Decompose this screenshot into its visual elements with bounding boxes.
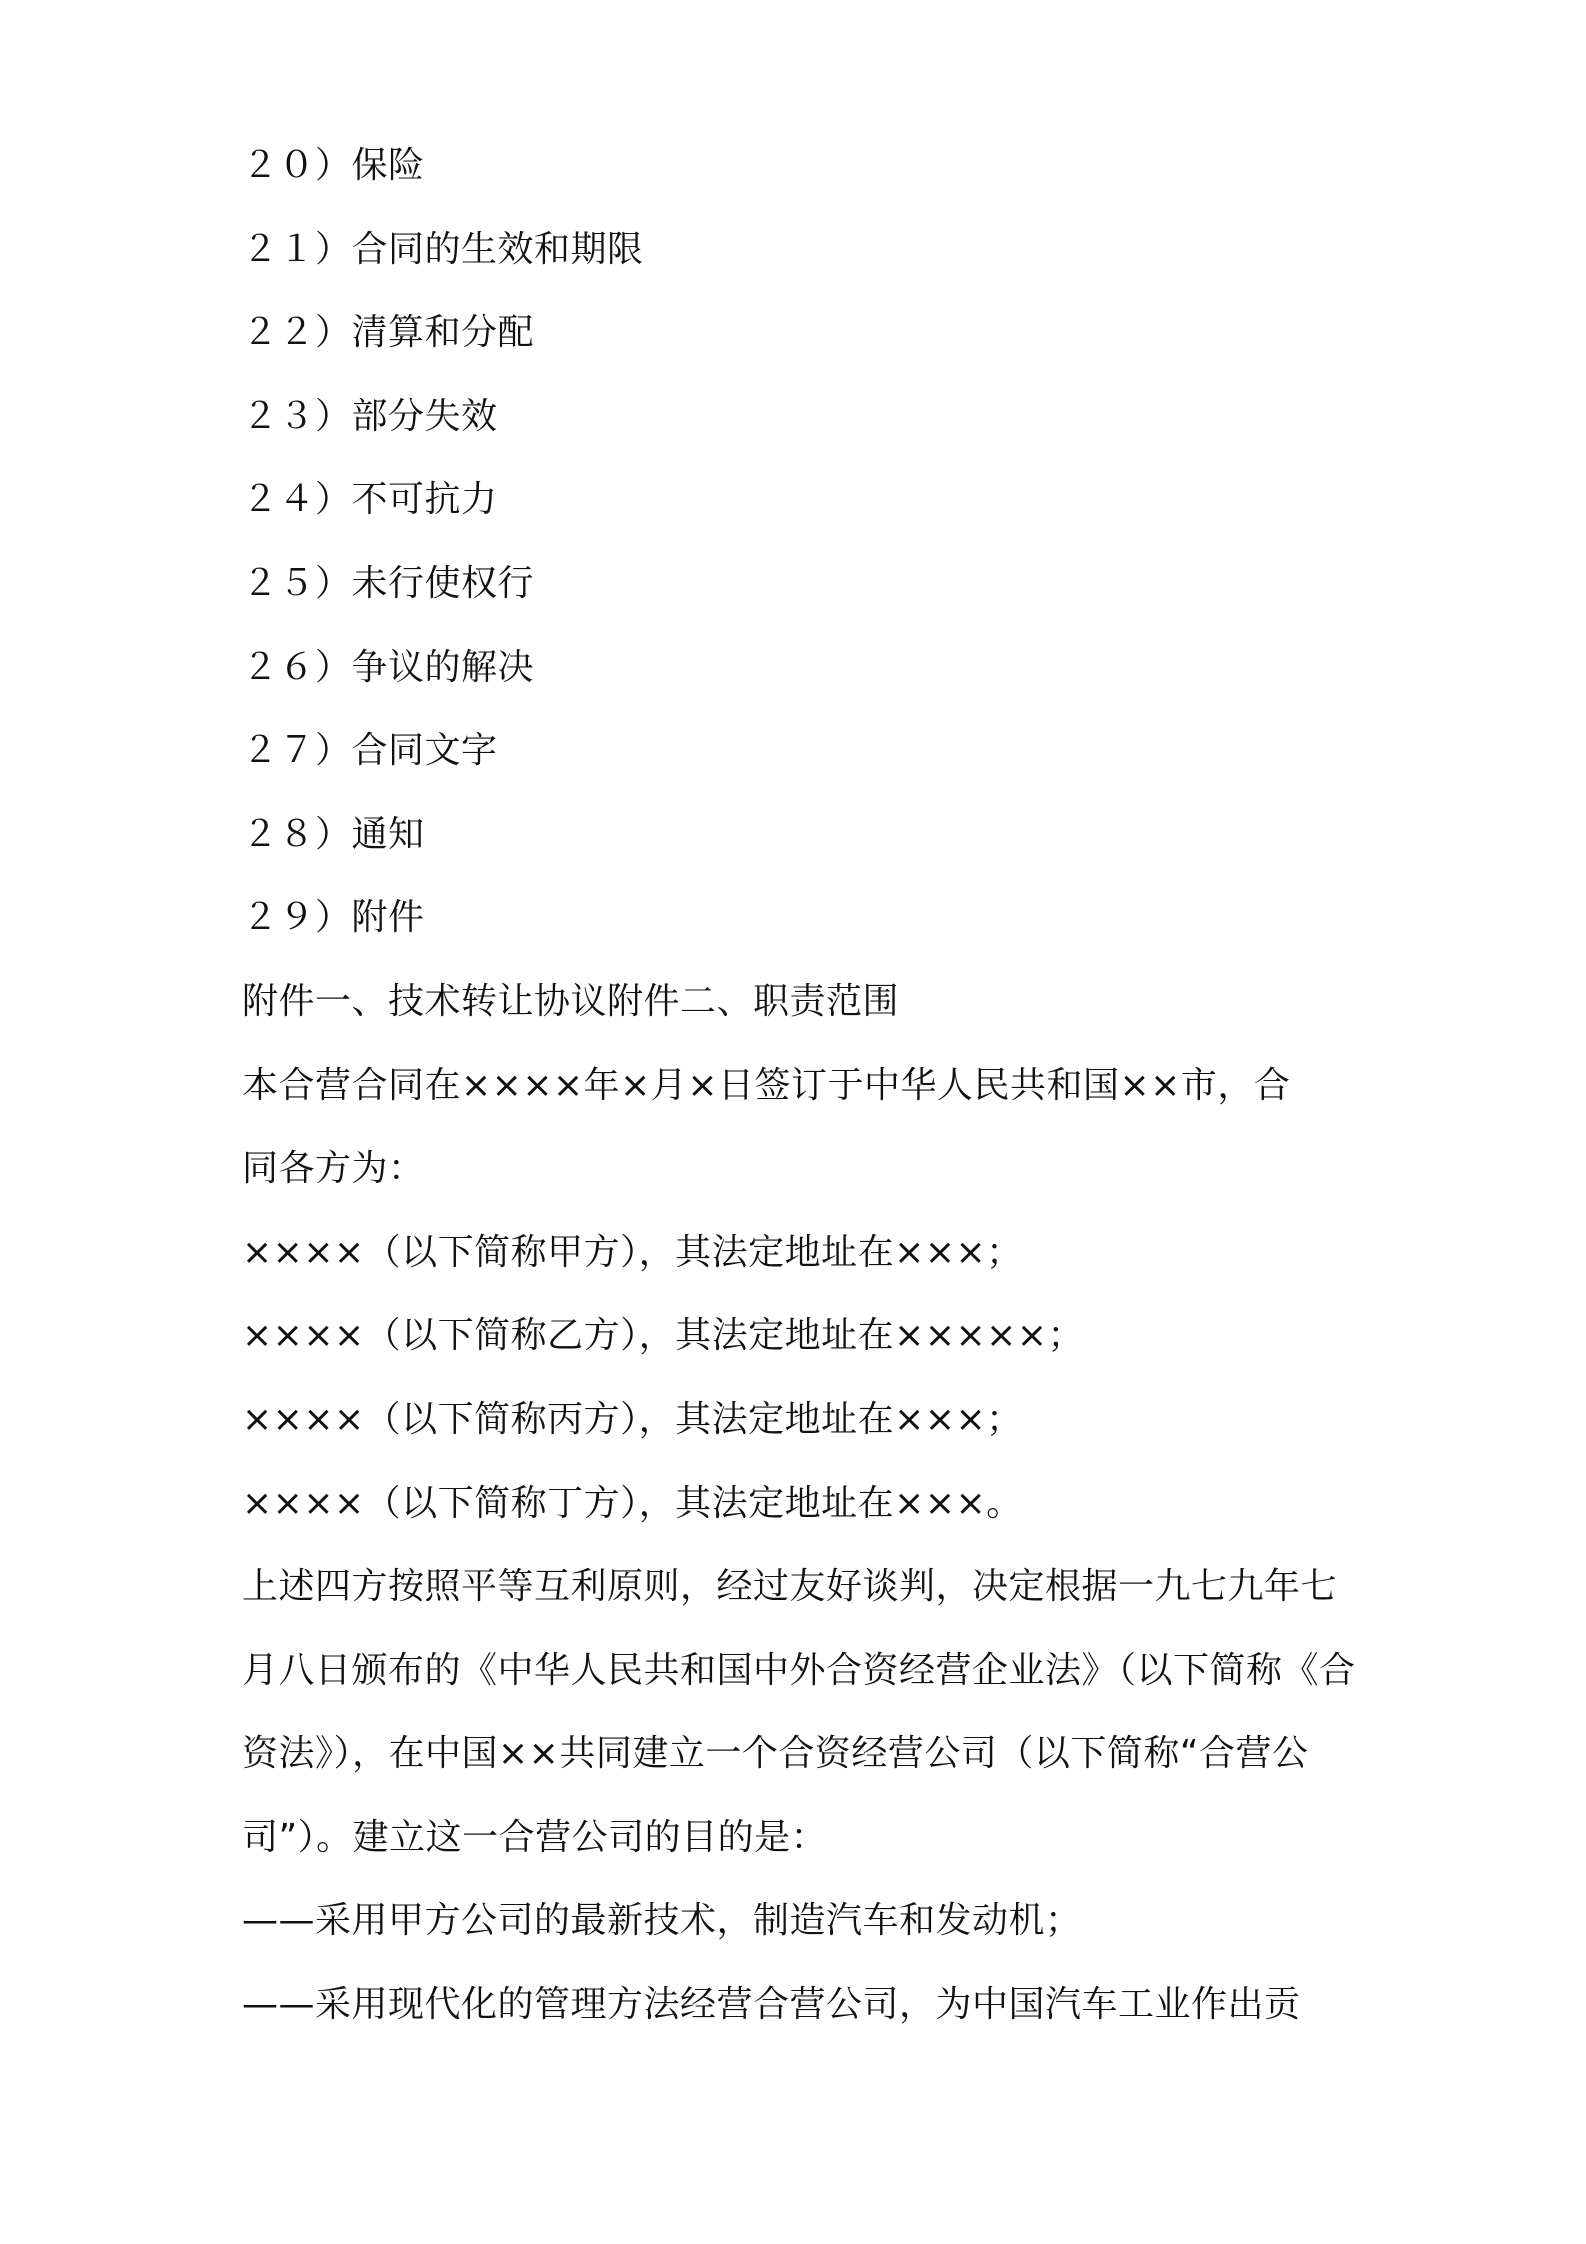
paragraph-line: 同各方为： [242, 1148, 425, 1190]
paragraph-line: 本合营合同在××××年×月×日签订于中华人民共和国××市，合 [242, 1064, 1291, 1106]
toc-item-26: ２６）争议的解决 [242, 646, 535, 688]
toc-item-27: ２７）合同文字 [242, 730, 498, 772]
paragraph-line: 月八日颁布的《中华人民共和国中外合资经营企业法》（以下简称《合 [242, 1649, 1356, 1691]
toc-item-25: ２５）未行使权行 [242, 562, 535, 604]
toc-item-20: ２０）保险 [242, 145, 425, 186]
purpose-line: ——采用甲方公司的最新技术，制造汽车和发动机； [242, 1900, 1082, 1942]
party-line: ××××（以下简称甲方），其法定地址在×××； [242, 1231, 1023, 1273]
toc-item-28: ２８）通知 [242, 813, 425, 855]
paragraph-line: 司”）。建立这一合营公司的目的是： [242, 1816, 828, 1858]
attachments-line: 附件一、技术转让协议附件二、职责范围 [242, 980, 900, 1022]
toc-item-29: ２９）附件 [242, 897, 425, 939]
party-line: ××××（以下简称乙方），其法定地址在×××××； [242, 1315, 1084, 1357]
toc-item-21: ２１）合同的生效和期限 [242, 228, 644, 270]
toc-item-22: ２２）清算和分配 [242, 312, 535, 354]
party-line: ××××（以下简称丙方），其法定地址在×××； [242, 1398, 1023, 1440]
paragraph-line: 资法》），在中国××共同建立一个合资经营公司（以下简称“合营公 [242, 1733, 1309, 1775]
purpose-line: ——采用现代化的管理方法经营合营公司，为中国汽车工业作出贡 [242, 1984, 1301, 2026]
toc-item-23: ２３）部分失效 [242, 395, 498, 437]
party-line: ××××（以下简称丁方），其法定地址在×××。 [242, 1482, 1023, 1524]
paragraph-line: 上述四方按照平等互利原则，经过友好谈判，决定根据一九七九年七 [242, 1566, 1338, 1608]
toc-item-24: ２４）不可抗力 [242, 479, 498, 521]
document-body [242, 124, 1362, 2047]
